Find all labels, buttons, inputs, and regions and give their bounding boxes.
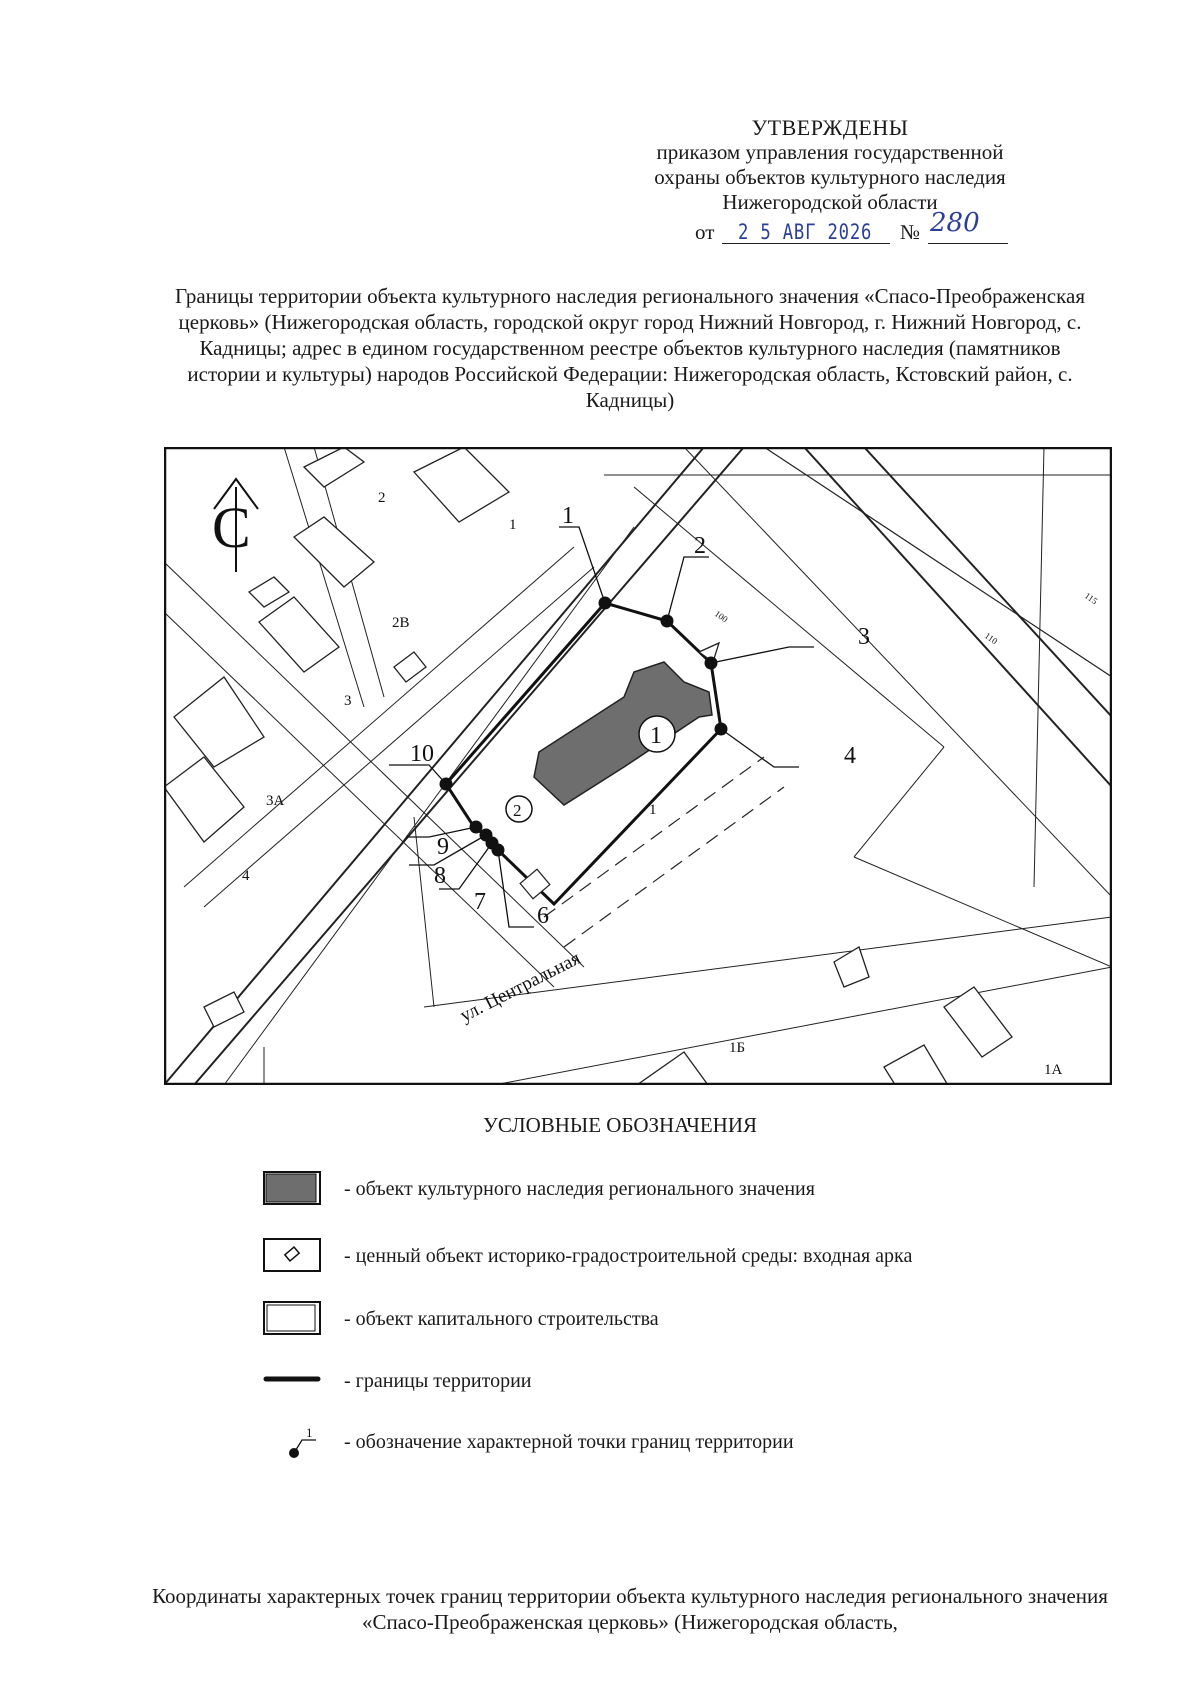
date-stamp: 2 5 АВГ 2026: [738, 220, 873, 244]
contour-label: 100: [712, 608, 730, 625]
building-label: 2В: [392, 615, 410, 631]
building-label: 1: [649, 802, 657, 818]
point-label: 10: [410, 741, 434, 767]
number-underline: [928, 243, 1008, 244]
capital-building-swatch: [262, 1300, 322, 1336]
point-label: 8: [434, 863, 446, 889]
approval-line-3: Нижегородской области: [722, 190, 938, 214]
legend-item-boundary: [262, 1362, 1062, 1402]
boundary-line: [262, 1362, 322, 1398]
svg-text:2: 2: [513, 801, 522, 820]
contour-label: 115: [1082, 590, 1100, 607]
legend-item-heritage: [262, 1170, 1062, 1210]
approval-heading: УТВЕРЖДЕНЫ: [751, 115, 909, 140]
site-plan-map: [164, 447, 1112, 1085]
contour-label: 110: [982, 630, 1000, 647]
point-label: 4: [844, 743, 856, 769]
boundary-point-marker: [262, 1423, 322, 1459]
entrance-arch-symbol: [262, 1237, 322, 1273]
legend-item-arch: [262, 1237, 1062, 1277]
number-prefix: №: [900, 220, 921, 244]
order-number-handwritten: 280: [930, 208, 980, 238]
legend-text: - объект капитального строительства: [344, 1308, 659, 1330]
heritage-church-footprint: [534, 662, 712, 805]
date-prefix: от: [695, 220, 715, 244]
legend-text: - границы территории: [344, 1370, 532, 1392]
legend-text: - ценный объект историко-градостроительной среды: входная арка: [344, 1245, 913, 1267]
approval-line-2: охраны объектов культурного наследия: [654, 165, 1006, 189]
svg-text:1: 1: [650, 723, 662, 749]
heritage-object-swatch: [262, 1170, 322, 1206]
approval-line-1: приказом управления государственной: [656, 140, 1004, 164]
street-label: ул. Центральная: [456, 947, 584, 1027]
building-label: 3А: [266, 793, 285, 809]
building-label: 1Б: [729, 1040, 746, 1056]
building-label: 4: [242, 868, 250, 884]
north-label: С: [212, 495, 251, 560]
hatched-line: [764, 447, 1112, 677]
legend-text: - обозначение характерной точки границ территории: [344, 1431, 794, 1453]
legend-item-building: [262, 1300, 1062, 1340]
building-label: 2: [378, 490, 386, 506]
legend-text: - объект культурного наследия регионального значения: [344, 1178, 815, 1200]
building-label: 3: [344, 693, 352, 709]
object-marker-2: [506, 796, 532, 822]
point-label: 2: [694, 533, 706, 559]
approval-block: [600, 115, 1060, 247]
legend-item-point: [262, 1423, 1062, 1463]
legend-title: УСЛОВНЫЕ ОБОЗНАЧЕНИЯ: [482, 1113, 758, 1137]
approval-date-line: [600, 208, 1060, 247]
object-marker-1: [639, 716, 675, 752]
point-label: 1: [562, 503, 574, 529]
point-marker-label: 1: [306, 1425, 313, 1440]
document-title: Границы территории объекта культурного наследия регионального значения «Спасо-Преображенская церковь» (Нижегородская область, городской округ город Нижний Новгород, г. Нижний Новгород, с. Кадницы; адрес в едином государственном реестре объектов культурного наследия (памятников истории и культуры) народов Российской Федерации: Нижегородская область, Кстовский район, с. Кадницы): [175, 284, 1085, 412]
point-label: 9: [437, 834, 449, 860]
building-label: 1: [509, 517, 517, 533]
point-label: 7: [474, 889, 486, 915]
coordinates-heading: Координаты характерных точек границ территории объекта культурного наследия регионального значения «Спасо-Преображенская церковь» (Нижегородская область,: [152, 1584, 1108, 1634]
point-label: 6: [537, 903, 549, 929]
building-label: 1А: [1044, 1062, 1063, 1078]
point-label: 3: [858, 624, 870, 650]
